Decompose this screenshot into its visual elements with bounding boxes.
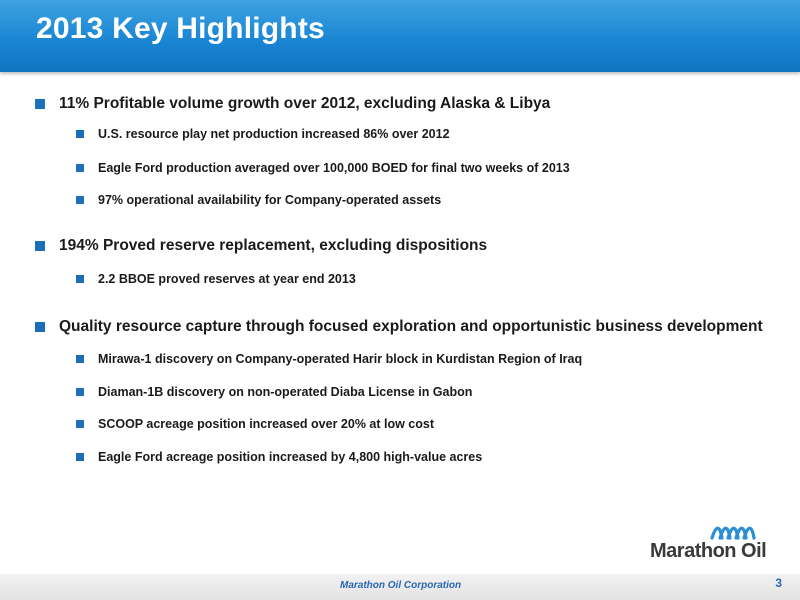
footer-company: Marathon Oil Corporation — [340, 580, 462, 591]
bullet-text: 2.2 BBOE proved reserves at year end 2013 — [98, 272, 356, 286]
bullet-level2 — [0, 127, 450, 141]
bullet-level1 — [0, 318, 763, 336]
bullet-text: Eagle Ford acreage position increased by 4,800 high-value acres — [98, 450, 483, 464]
title-bar — [0, 0, 800, 72]
square-bullet-icon — [35, 241, 45, 251]
square-bullet-icon — [76, 164, 84, 172]
square-bullet-icon — [76, 130, 84, 138]
bullet-level2 — [0, 161, 570, 175]
bullet-text: U.S. resource play net production increased 86% over 2012 — [98, 127, 450, 141]
bullet-text: 194% Proved reserve replacement, excluding dispositions — [59, 237, 488, 254]
bullet-level1 — [0, 237, 487, 255]
bullet-level2 — [0, 272, 356, 286]
square-bullet-icon — [76, 453, 84, 461]
wave-mark-icon — [712, 528, 754, 538]
bullet-level2 — [0, 193, 441, 207]
square-bullet-icon — [76, 420, 84, 428]
square-bullet-icon — [35, 99, 45, 109]
bullet-text: Quality resource capture through focused exploration and opportunistic business development — [59, 318, 763, 335]
square-bullet-icon — [76, 275, 84, 283]
slide-title: 2013 Key Highlights — [36, 12, 325, 45]
bullet-text: 11% Profitable volume growth over 2012, excluding Alaska & Libya — [59, 95, 551, 112]
bullet-level2 — [0, 417, 434, 431]
page-number: 3 — [775, 576, 782, 590]
bullet-level2 — [0, 385, 472, 399]
bullet-text: Mirawa-1 discovery on Company-operated Harir block in Kurdistan Region of Iraq — [98, 352, 583, 366]
bullet-level2 — [0, 450, 482, 464]
square-bullet-icon — [76, 388, 84, 396]
square-bullet-icon — [76, 355, 84, 363]
square-bullet-icon — [35, 322, 45, 332]
logo-wordmark: Marathon Oil — [650, 540, 767, 562]
bullet-text: Diaman-1B discovery on non-operated Diaba License in Gabon — [98, 385, 473, 399]
bullet-text: SCOOP acreage position increased over 20% at low cost — [98, 417, 435, 431]
bullet-text: 97% operational availability for Company-operated assets — [98, 193, 442, 207]
square-bullet-icon — [76, 196, 84, 204]
bullet-level1 — [0, 95, 550, 113]
bullet-text: Eagle Ford production averaged over 100,000 BOED for final two weeks of 2013 — [98, 161, 570, 175]
bullet-level2 — [0, 352, 582, 366]
